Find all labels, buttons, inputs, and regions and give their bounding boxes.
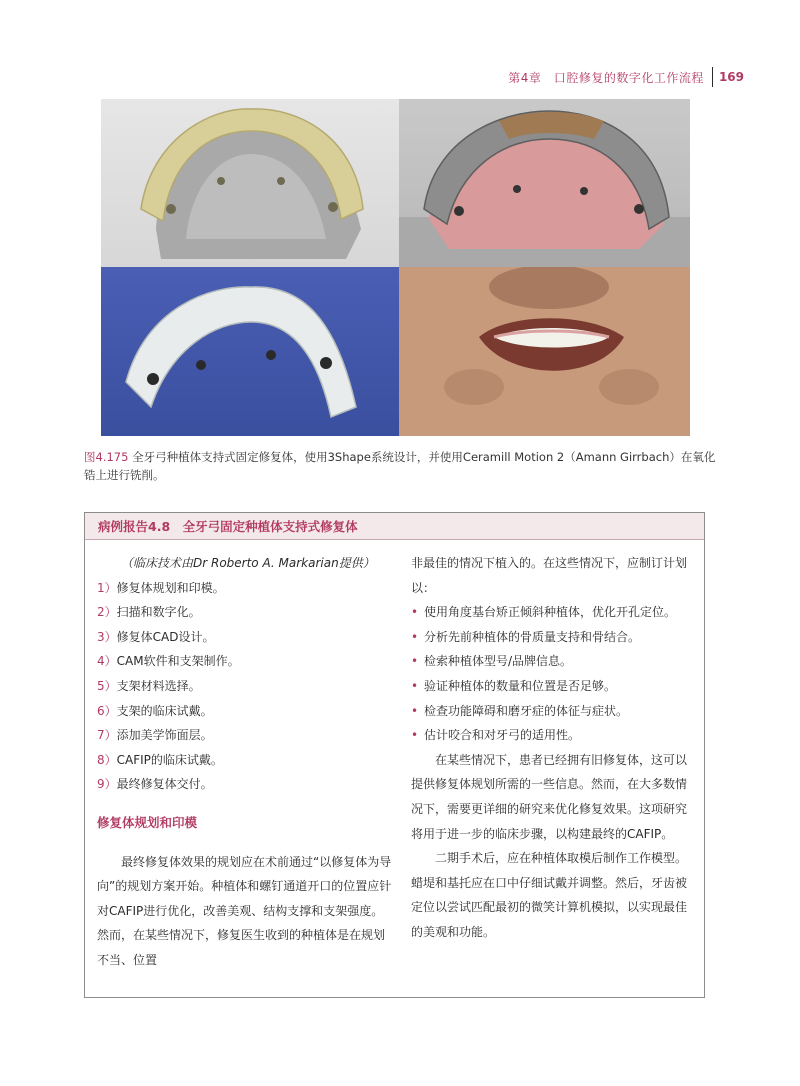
step-number: 1） xyxy=(97,580,117,595)
step-number: 8） xyxy=(97,752,117,767)
list-item xyxy=(97,600,393,625)
list-item xyxy=(97,625,393,650)
list-item xyxy=(97,723,393,748)
chapter-title: 第4章 口腔修复的数字化工作流程 xyxy=(508,70,704,85)
step-number: 4） xyxy=(97,654,117,669)
step-number: 7） xyxy=(97,728,117,743)
case-report-header xyxy=(85,513,704,540)
step-text: 添加美学饰面层。 xyxy=(116,728,213,743)
case-report-box xyxy=(84,512,705,998)
header-divider xyxy=(712,67,713,87)
figure-caption-text: 全牙弓种植体支持式固定修复体，使用3Shape系统设计，并使用Ceramill Motion 2（Amann Girrbach）在氧化锆上进行铣削。 xyxy=(84,450,716,482)
section-heading: 修复体规划和印模 xyxy=(97,814,198,830)
list-item xyxy=(97,649,393,674)
running-header xyxy=(508,66,744,88)
cad-design-model-image xyxy=(101,99,399,267)
figure-number: 图4.175 xyxy=(84,450,129,464)
step-text: 支架的临床试戴。 xyxy=(116,703,213,718)
list-item: • 分析先前种植体的骨质量支持和骨结合。 xyxy=(411,625,694,650)
list-item xyxy=(97,699,393,724)
step-number: 5） xyxy=(97,678,117,693)
step-text: 修复体CAD设计。 xyxy=(116,629,215,644)
list-item xyxy=(97,576,393,601)
case-report-title: 病例报告4.8 全牙弓固定种植体支持式修复体 xyxy=(98,519,358,534)
step-number: 6） xyxy=(97,703,117,718)
paragraph-working-model: 二期手术后，应在种植体取模后制作工作模型。蜡堤和基托应在口中仔细试戴并调整。然后，牙齿被定位以尝试匹配最初的微笑计算机模拟，以实现最佳的美观和功能。 xyxy=(411,851,688,939)
list-item xyxy=(97,674,393,699)
list-item: • 使用角度基台矫正倾斜种植体，优化开孔定位。 xyxy=(411,600,694,625)
step-text: 修复体规划和印模。 xyxy=(116,580,225,595)
step-text: 最终修复体交付。 xyxy=(116,777,213,792)
patient-smile-image xyxy=(399,267,690,436)
paragraph-planning-continued: 非最佳的情况下植入的。在这些情况下，应制订计划以： xyxy=(411,556,688,595)
list-item xyxy=(97,748,393,773)
list-item xyxy=(97,772,393,797)
list-item: • 检查功能障碍和磨牙症的体征与症状。 xyxy=(411,699,694,724)
list-item: • 验证种植体的数量和位置是否足够。 xyxy=(411,674,694,699)
step-number: 9） xyxy=(97,777,117,792)
figure-caption xyxy=(84,448,716,484)
zirconia-prosthesis-image xyxy=(101,267,399,436)
step-text: 支架材料选择。 xyxy=(116,678,201,693)
figure-photo-grid xyxy=(101,99,690,436)
case-report-left-column xyxy=(97,551,393,973)
step-text: CAM软件和支架制作。 xyxy=(116,654,240,669)
paragraph-old-prosthesis: 在某些情况下，患者已经拥有旧修复体，这可以提供修复体规划所需的一些信息。然而，在大多数情况下，需要更详细的研究来优化修复效果。这项研究将用于进一步的临床步骤，以构建最终的CAFIP。 xyxy=(411,752,688,841)
paragraph-planning: 最终修复体效果的规划应在术前通过“以修复体为导向”的规划方案开始。种植体和螺钉通道开口的位置应针对CAFIP进行优化，改善美观、结构支撑和支架强度。然而，在某些情况下，修复医生收到的种植体是在规划不当、位置 xyxy=(97,854,392,967)
planning-checklist xyxy=(411,600,694,748)
step-text: 扫描和数字化。 xyxy=(116,605,201,620)
list-item: • 检索种植体型号/品牌信息。 xyxy=(411,649,694,674)
page-number: 169 xyxy=(718,70,744,84)
metal-framework-image xyxy=(399,99,690,267)
step-number: 2） xyxy=(97,605,117,620)
step-number: 3） xyxy=(97,629,117,644)
step-text: CAFIP的临床试戴。 xyxy=(116,752,223,767)
case-report-right-column xyxy=(411,551,694,945)
list-item: • 估计咬合和对牙弓的适用性。 xyxy=(411,723,694,748)
case-credit: （临床技术由Dr Roberto A. Markarian提供） xyxy=(121,556,375,570)
procedure-steps-list xyxy=(97,576,393,797)
